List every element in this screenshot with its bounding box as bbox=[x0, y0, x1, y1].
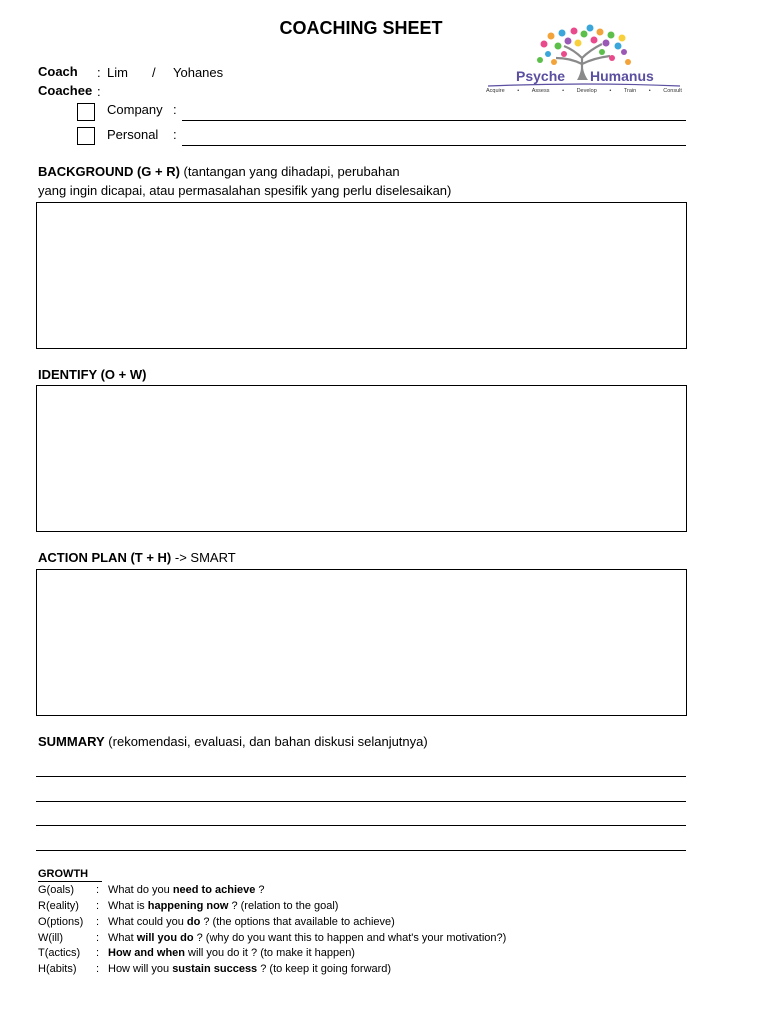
background-desc-2: yang ingin dicapai, atau permasalahan spesifik yang perlu diselesaikan) bbox=[38, 183, 452, 198]
growth-text-post: ? (why do you want this to happen and what's your motivation?) bbox=[193, 932, 507, 944]
growth-key: G(oals) bbox=[38, 884, 75, 896]
action-plan-suffix: -> SMART bbox=[171, 550, 236, 565]
psyche-humanus-logo bbox=[484, 24, 684, 98]
page-title: COACHING SHEET bbox=[279, 18, 443, 38]
personal-input-line[interactable] bbox=[182, 145, 686, 146]
growth-key: O(ptions) bbox=[38, 916, 84, 928]
identify-heading-row bbox=[38, 367, 146, 382]
logo-bullet: • bbox=[562, 88, 564, 94]
background-heading-row bbox=[38, 164, 400, 179]
growth-row-habits bbox=[38, 962, 391, 976]
growth-row-tactics bbox=[38, 946, 355, 960]
growth-heading: GROWTH bbox=[38, 867, 102, 882]
logo-tag-assess: Assess bbox=[531, 88, 550, 94]
coach-colon: : bbox=[97, 65, 101, 80]
company-label: Company bbox=[107, 102, 163, 117]
logo-bullet: • bbox=[517, 88, 520, 94]
logo-tag-develop: Develop bbox=[576, 88, 597, 94]
coachee-colon: : bbox=[97, 84, 101, 99]
growth-text-pre: What bbox=[108, 932, 137, 944]
logo-word-2: Humanus bbox=[590, 68, 654, 84]
summary-heading: SUMMARY bbox=[38, 734, 105, 749]
background-heading: BACKGROUND (G + R) bbox=[38, 164, 180, 179]
coach-name-2: Yohanes bbox=[173, 65, 224, 80]
logo-tag-acquire: Acquire bbox=[486, 88, 505, 94]
growth-text-pre: What could you bbox=[108, 916, 187, 928]
coachee-label: Coachee bbox=[38, 83, 93, 98]
logo-tagline bbox=[486, 88, 682, 94]
summary-line-4[interactable] bbox=[36, 850, 686, 851]
company-input-line[interactable] bbox=[182, 120, 686, 121]
growth-key: W(ill) bbox=[38, 932, 64, 944]
growth-row-will bbox=[38, 931, 506, 945]
personal-checkbox[interactable] bbox=[77, 127, 95, 145]
coach-name-1: Lim bbox=[107, 65, 128, 80]
background-textbox[interactable] bbox=[36, 202, 687, 349]
summary-heading-row bbox=[38, 734, 428, 749]
growth-colon: : bbox=[96, 884, 100, 896]
summary-line-2[interactable] bbox=[36, 801, 686, 802]
background-desc-1: (tantangan yang dihadapi, perubahan bbox=[179, 164, 400, 179]
growth-text-post: will you do it ? (to make it happen) bbox=[185, 947, 355, 959]
growth-colon: : bbox=[96, 963, 100, 975]
logo-tag-consult: Consult bbox=[663, 88, 682, 94]
summary-line-3[interactable] bbox=[36, 825, 686, 826]
identify-heading: IDENTIFY (O + W) bbox=[38, 367, 147, 382]
action-plan-textbox[interactable] bbox=[36, 569, 687, 716]
action-plan-heading-row bbox=[38, 550, 236, 565]
logo-bullet: • bbox=[648, 88, 651, 94]
growth-key: H(abits) bbox=[38, 963, 77, 975]
growth-colon: : bbox=[96, 947, 100, 959]
logo-bullet: • bbox=[609, 88, 612, 94]
growth-text-bold: need to achieve bbox=[172, 884, 256, 896]
logo-tag-train: Train bbox=[623, 88, 637, 94]
growth-text-bold: How and when bbox=[108, 947, 185, 959]
growth-text-bold: will you do bbox=[136, 932, 194, 944]
growth-row-goals bbox=[38, 883, 265, 897]
growth-colon: : bbox=[96, 900, 100, 912]
growth-text-post: ? (the options that available to achieve) bbox=[200, 916, 395, 928]
company-colon: : bbox=[173, 102, 177, 117]
growth-row-options bbox=[38, 915, 395, 929]
growth-text-post: ? bbox=[255, 884, 265, 896]
growth-text-pre: How will you bbox=[108, 963, 173, 975]
summary-desc: (rekomendasi, evaluasi, dan bahan diskusi selanjutnya) bbox=[104, 734, 428, 749]
coach-label: Coach bbox=[38, 64, 78, 79]
summary-line-1[interactable] bbox=[36, 776, 686, 777]
growth-text-pre: What do you bbox=[108, 884, 173, 896]
growth-text-bold: do bbox=[186, 916, 201, 928]
identify-textbox[interactable] bbox=[36, 385, 687, 532]
growth-colon: : bbox=[96, 932, 100, 944]
growth-key: T(actics) bbox=[38, 947, 81, 959]
growth-row-reality bbox=[38, 899, 338, 913]
growth-text-post: ? (relation to the goal) bbox=[228, 900, 339, 912]
growth-text-bold: sustain success bbox=[172, 963, 258, 975]
growth-text-post: ? (to keep it going forward) bbox=[257, 963, 392, 975]
growth-text-bold: happening now bbox=[147, 900, 229, 912]
logo-word-1: Psyche bbox=[516, 68, 566, 84]
tree-logo-icon bbox=[484, 24, 684, 98]
company-checkbox[interactable] bbox=[77, 103, 95, 121]
personal-colon: : bbox=[173, 127, 177, 142]
growth-colon: : bbox=[96, 916, 100, 928]
personal-label: Personal bbox=[107, 127, 159, 142]
action-plan-heading: ACTION PLAN (T + H) bbox=[38, 550, 172, 565]
coach-separator: / bbox=[152, 65, 156, 80]
growth-key: R(eality) bbox=[38, 900, 79, 912]
growth-text-pre: What is bbox=[108, 900, 148, 912]
